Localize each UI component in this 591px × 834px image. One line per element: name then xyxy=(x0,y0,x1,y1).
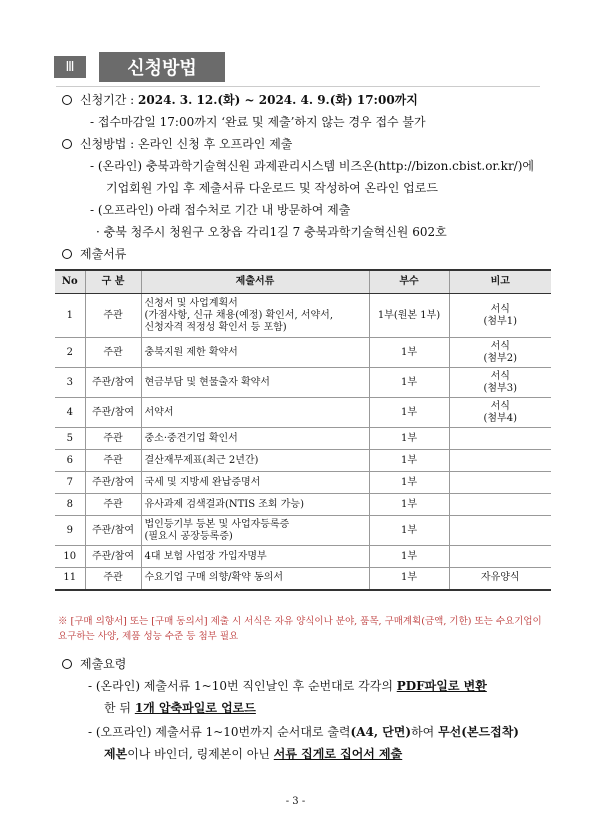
circle-bullet-icon xyxy=(62,95,72,105)
cell-category: 주관 xyxy=(85,428,141,450)
document-line: (필요시 공장등록증) xyxy=(144,530,233,542)
cell-copies: 1부 xyxy=(369,546,449,568)
cell-document xyxy=(141,450,369,472)
document-line: 현금부담 및 현물출자 확약서 xyxy=(144,376,270,388)
table-row xyxy=(55,472,551,494)
table-row xyxy=(55,568,551,590)
cell-category: 주관/참여 xyxy=(85,472,141,494)
cell-no: 7 xyxy=(55,472,85,494)
cell-category: 주관 xyxy=(85,338,141,368)
cell-document xyxy=(141,294,369,338)
guide-text: 이나 바인더, 링제본이 아닌 xyxy=(127,747,274,761)
remark-line: 서식 xyxy=(490,400,510,412)
remark-line: 서식 xyxy=(490,340,510,352)
col-header-copies: 부수 xyxy=(369,270,449,294)
document-line: 서약서 xyxy=(144,406,174,418)
document-line: 충북지원 제한 확약서 xyxy=(144,346,238,358)
table-row xyxy=(55,516,551,546)
guide-emphasis: 서류 집게로 집어서 제출 xyxy=(273,747,403,761)
docs-label: 제출서류 xyxy=(80,247,127,261)
guide-offline-2 xyxy=(104,746,402,762)
guide-text: - (오프라인) 제출서류 1~10번까지 순서대로 출력 xyxy=(88,725,351,739)
cell-remarks xyxy=(449,428,551,450)
remark-line: (첨부4) xyxy=(483,412,517,424)
table-row xyxy=(55,428,551,450)
documents-table xyxy=(55,269,551,591)
cell-remarks xyxy=(449,338,551,368)
document-line: 신청자격 적정성 확인서 등 포함) xyxy=(144,321,287,333)
cell-remarks xyxy=(449,398,551,428)
table-row xyxy=(55,494,551,516)
document-line: 국세 및 지방세 완납증명서 xyxy=(144,476,261,488)
cell-no: 11 xyxy=(55,568,85,590)
document-line: 4대 보험 사업장 가입자명부 xyxy=(144,550,267,562)
method-offline: - (오프라인) 아래 접수처로 기간 내 방문하여 제출 xyxy=(90,203,351,217)
cell-no: 5 xyxy=(55,428,85,450)
cell-copies: 1부 xyxy=(369,428,449,450)
cell-no: 1 xyxy=(55,294,85,338)
remark-line: 서식 xyxy=(490,303,510,315)
circle-bullet-icon xyxy=(62,249,72,259)
col-header-category: 구 분 xyxy=(85,270,141,294)
cell-remarks xyxy=(449,568,551,590)
guide-emphasis: 제본 xyxy=(104,747,128,761)
guide-text: 한 뒤 xyxy=(104,701,135,715)
cell-category: 주관/참여 xyxy=(85,368,141,398)
cell-remarks xyxy=(449,294,551,338)
remark-line: 서식 xyxy=(490,370,510,382)
guide-label: 제출요령 xyxy=(80,657,127,671)
cell-document xyxy=(141,568,369,590)
method-address: · 충북 청주시 청원구 오창읍 각리1길 7 충북과학기술혁신원 602호 xyxy=(96,225,447,239)
cell-copies: 1부 xyxy=(369,472,449,494)
page-number: - 3 - xyxy=(285,796,306,807)
cell-category: 주관/참여 xyxy=(85,398,141,428)
docs-line xyxy=(62,246,126,262)
cell-remarks xyxy=(449,368,551,398)
period-label: 신청기간 : xyxy=(80,93,139,107)
document-line: 중소·중견기업 확인서 xyxy=(144,432,238,444)
remark-line: (첨부1) xyxy=(483,315,517,327)
cell-copies: 1부 xyxy=(369,450,449,472)
cell-no: 8 xyxy=(55,494,85,516)
col-header-no: No xyxy=(55,270,85,294)
guide-online-2 xyxy=(104,700,256,716)
guide-text: 하여 xyxy=(411,725,439,739)
cell-document xyxy=(141,472,369,494)
document-line: (가점사항, 신규 채용(예정) 확인서, 서약서, xyxy=(144,309,334,321)
table-row xyxy=(55,294,551,338)
cell-no: 6 xyxy=(55,450,85,472)
method-line xyxy=(62,136,292,152)
cell-remarks xyxy=(449,494,551,516)
table-row xyxy=(55,398,551,428)
cell-no: 2 xyxy=(55,338,85,368)
remark-line: (첨부3) xyxy=(483,382,517,394)
table-row xyxy=(55,546,551,568)
table-header-row xyxy=(55,270,551,294)
col-header-document: 제출서류 xyxy=(141,270,369,294)
method-online-2: 기업회원 가입 후 제출서류 다운로드 및 작성하여 온라인 업로드 xyxy=(106,181,438,195)
cell-remarks xyxy=(449,450,551,472)
cell-category: 주관 xyxy=(85,450,141,472)
section-number: Ⅲ xyxy=(54,56,86,78)
cell-copies: 1부 xyxy=(369,368,449,398)
cell-document xyxy=(141,338,369,368)
cell-remarks xyxy=(449,516,551,546)
guide-emphasis: 1개 압축파일로 업로드 xyxy=(134,701,256,715)
cell-no: 10 xyxy=(55,546,85,568)
cell-no: 9 xyxy=(55,516,85,546)
cell-no: 4 xyxy=(55,398,85,428)
period-value: 2024. 3. 12.(화) ~ 2024. 4. 9.(화) 17:00까지 xyxy=(138,93,418,107)
document-line: 수요기업 구매 의향/확약 동의서 xyxy=(144,572,283,584)
cell-document xyxy=(141,546,369,568)
guide-text: - (온라인) 제출서류 1~10번 직인날인 후 순번대로 각각의 xyxy=(88,679,397,693)
guide-emphasis: 무선(본드접착) xyxy=(438,725,519,739)
section-title: 신청방법 xyxy=(99,52,225,82)
remark-line: 자유양식 xyxy=(480,572,520,584)
cell-document xyxy=(141,398,369,428)
cell-remarks xyxy=(449,546,551,568)
period-line xyxy=(62,92,418,108)
cell-remarks xyxy=(449,472,551,494)
table-row xyxy=(55,338,551,368)
cell-category: 주관 xyxy=(85,494,141,516)
cell-category: 주관 xyxy=(85,294,141,338)
cell-document xyxy=(141,368,369,398)
guide-emphasis: PDF파일로 변환 xyxy=(396,679,487,693)
document-line: 법인등기부 등본 및 사업자등록증 xyxy=(144,518,290,530)
cell-document xyxy=(141,516,369,546)
cell-category: 주관/참여 xyxy=(85,516,141,546)
cell-document xyxy=(141,494,369,516)
cell-no: 3 xyxy=(55,368,85,398)
cell-document xyxy=(141,428,369,450)
col-header-remarks: 비고 xyxy=(449,270,551,294)
cell-copies: 1부 xyxy=(369,398,449,428)
cell-copies: 1부 xyxy=(369,516,449,546)
document-line: 유사과제 검색결과(NTIS 조회 가능) xyxy=(144,498,304,510)
guide-online-1 xyxy=(88,678,487,694)
cell-copies: 1부 xyxy=(369,494,449,516)
table-row xyxy=(55,368,551,398)
table-row xyxy=(55,450,551,472)
cell-category: 주관 xyxy=(85,568,141,590)
circle-bullet-icon xyxy=(62,659,72,669)
method-online-1: - (온라인) 충북과학기술혁신원 과제관리시스템 비즈온(http://bizon.cbist.or.kr/)에 xyxy=(90,159,534,173)
document-line: 신청서 및 사업계획서 xyxy=(144,297,238,309)
cell-category: 주관/참여 xyxy=(85,546,141,568)
cell-copies: 1부 xyxy=(369,568,449,590)
section-divider xyxy=(56,86,540,87)
period-note: - 접수마감일 17:00까지 ‘완료 및 제출’하지 않는 경우 접수 불가 xyxy=(90,115,426,129)
cell-copies: 1부 xyxy=(369,338,449,368)
cell-copies: 1부(원본 1부) xyxy=(369,294,449,338)
guide-offline-1 xyxy=(88,724,519,740)
method-label: 신청방법 : 온라인 신청 후 오프라인 제출 xyxy=(80,137,293,151)
circle-bullet-icon xyxy=(62,139,72,149)
remark-line: (첨부2) xyxy=(483,352,517,364)
guide-line xyxy=(62,656,126,672)
footnote: ※ [구매 의향서] 또는 [구매 동의서] 제출 시 서식은 자유 양식이나 분야, 품목, 구매계획(금액, 기한) 또는 수요기업이 요구하는 사양, 제품 성능 수준 등 첨부 필요 xyxy=(58,616,542,642)
guide-emphasis: (A4, 단면) xyxy=(350,725,412,739)
document-line: 결산재무제표(최근 2년간) xyxy=(144,454,259,466)
